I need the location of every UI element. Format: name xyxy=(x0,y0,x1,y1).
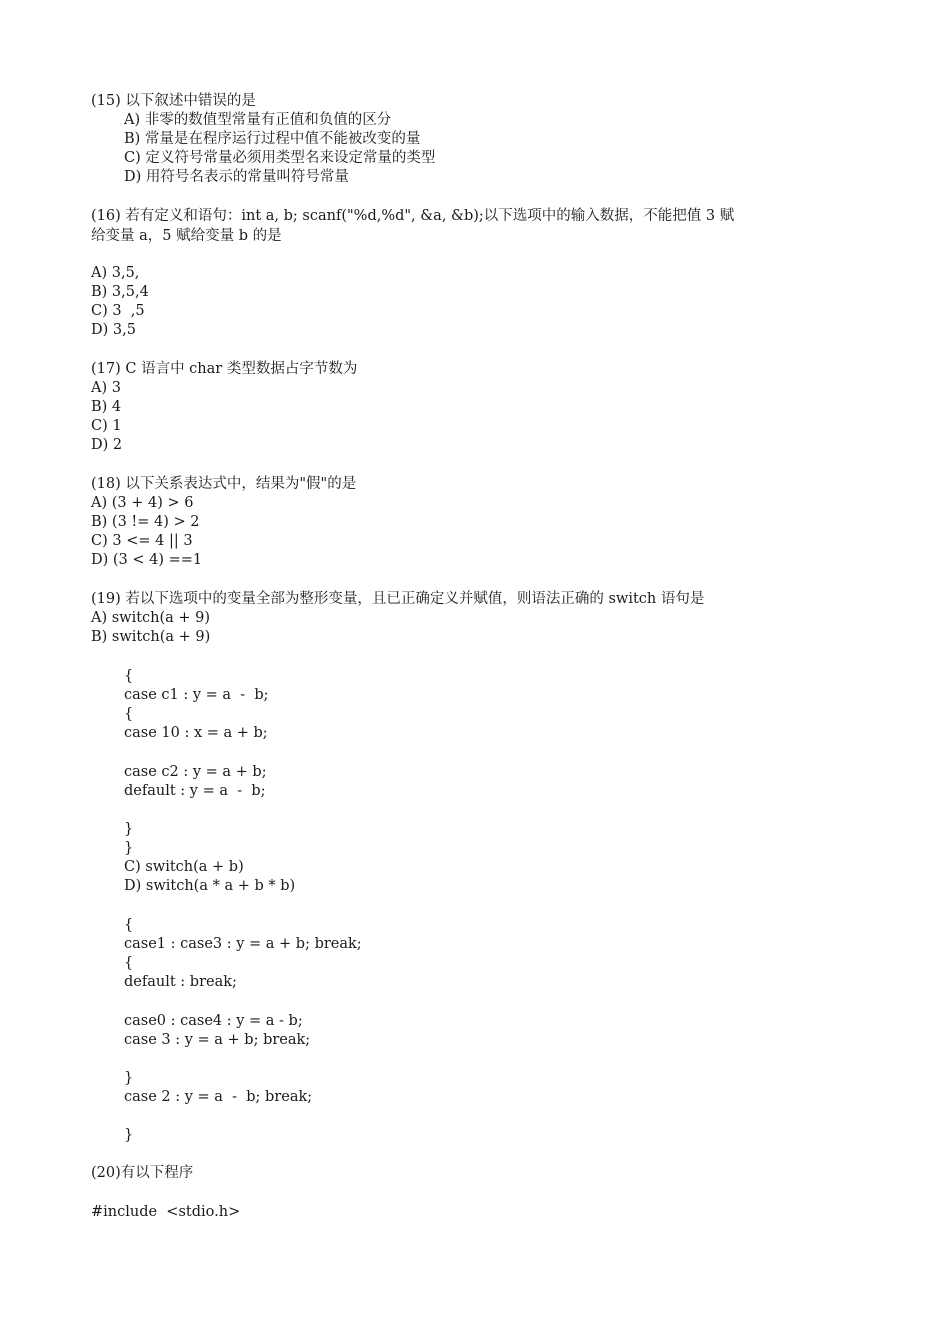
q19-stem: (19) 若以下选项中的变量全部为整形变量，且已正确定义并赋值，则语法正确的 switch 语句是 xyxy=(91,591,705,607)
q15-option-d: D) 用符号名表示的常量叫符号常量 xyxy=(124,169,349,185)
q19-option-a: A) switch(a + 9) xyxy=(91,610,211,626)
code-line: default : break; xyxy=(124,974,237,990)
code-line: case 2 : y = a - b; break; xyxy=(124,1089,313,1105)
q16-option-b: B) 3,5,4 xyxy=(91,284,149,300)
code-line: { xyxy=(124,917,134,933)
code-line: { xyxy=(124,706,134,722)
q18-option-b: B) (3 != 4) > 2 xyxy=(91,514,200,530)
code-line: case1 : case3 : y = a + b; break; xyxy=(124,936,362,952)
q15-option-b: B) 常量是在程序运行过程中值不能被改变的量 xyxy=(124,131,421,147)
q16-option-c: C) 3 ,5 xyxy=(91,303,145,319)
code-line: { xyxy=(124,955,134,971)
code-line: case 10 : x = a + b; xyxy=(124,725,268,741)
code-line: } xyxy=(124,840,134,856)
q16-option-d: D) 3,5 xyxy=(91,322,136,338)
q18-option-a: A) (3 + 4) > 6 xyxy=(91,495,194,511)
q17-option-a: A) 3 xyxy=(91,380,121,396)
code-line: case 3 : y = a + b; break; xyxy=(124,1032,311,1048)
q17-stem: (17) C 语言中 char 类型数据占字节数为 xyxy=(91,361,358,377)
q16-stem-line1: (16) 若有定义和语句：int a, b; scanf("%d,%d", &a, &b);以下选项中的输入数据，不能把值 3 赋 xyxy=(91,208,735,224)
q16-option-a: A) 3,5, xyxy=(91,265,140,281)
q15-option-c: C) 定义符号常量必须用类型名来设定常量的类型 xyxy=(124,150,436,166)
q15-stem: (15) 以下叙述中错误的是 xyxy=(91,93,256,109)
q15-option-a: A) 非零的数值型常量有正值和负值的区分 xyxy=(124,112,392,128)
code-line: { xyxy=(124,668,134,684)
q19-option-c: C) switch(a + b) xyxy=(124,859,244,875)
q18-option-c: C) 3 <= 4 || 3 xyxy=(91,533,193,549)
q18-option-d: D) (3 < 4) ==1 xyxy=(91,552,203,568)
q18-stem: (18) 以下关系表达式中，结果为"假"的是 xyxy=(91,476,357,492)
q20-stem: (20)有以下程序 xyxy=(91,1165,194,1181)
q19-option-b: B) switch(a + 9) xyxy=(91,629,211,645)
code-line: case c1 : y = a - b; xyxy=(124,687,269,703)
q17-option-b: B) 4 xyxy=(91,399,122,415)
code-line: } xyxy=(124,821,134,837)
q17-option-d: D) 2 xyxy=(91,437,123,453)
q16-stem-line2: 给变量 a，5 赋给变量 b 的是 xyxy=(91,228,282,244)
code-line: case0 : case4 : y = a - b; xyxy=(124,1013,303,1029)
code-line: default : y = a - b; xyxy=(124,783,266,799)
code-line: case c2 : y = a + b; xyxy=(124,764,267,780)
q20-code: #include <stdio.h> xyxy=(91,1204,241,1220)
code-line: } xyxy=(124,1070,134,1086)
q17-option-c: C) 1 xyxy=(91,418,122,434)
q19-option-d: D) switch(a * a + b * b) xyxy=(124,878,296,894)
code-line: } xyxy=(124,1127,134,1143)
